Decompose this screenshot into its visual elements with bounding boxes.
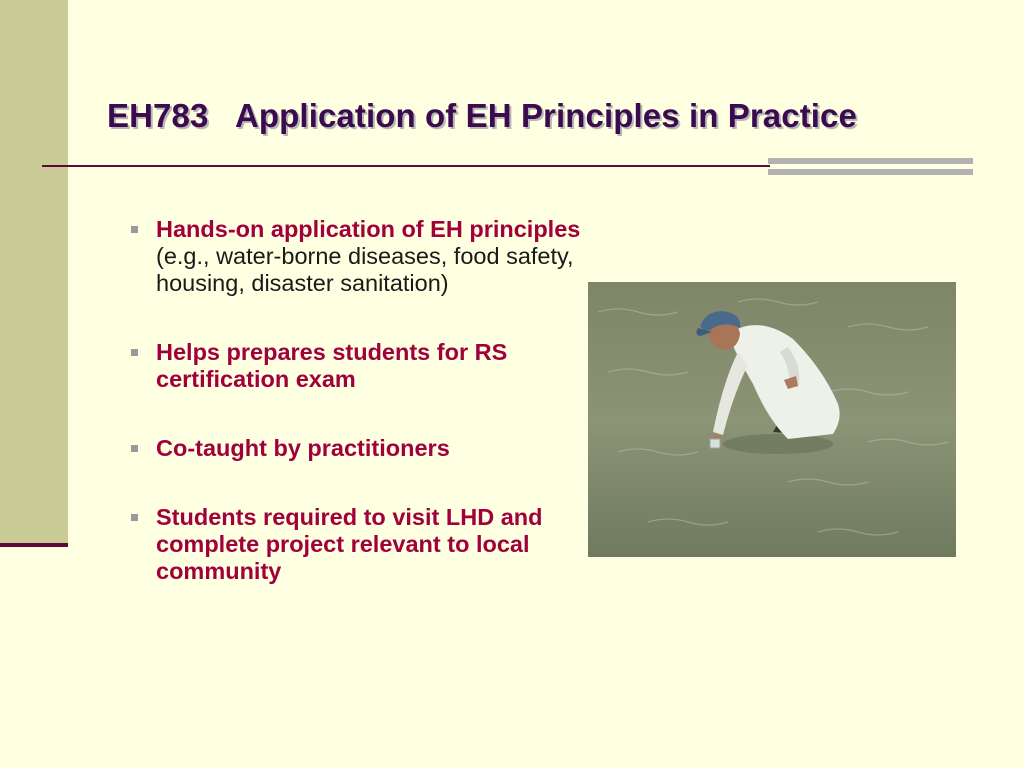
- bullet-bold-text: Students required to visit LHD and complete project relevant to local community: [156, 504, 543, 584]
- left-accent-underline: [0, 543, 68, 547]
- bullet-item: [128, 435, 588, 462]
- decorative-grey-bars: [768, 158, 973, 180]
- bullet-bold-text: Helps prepares students for RS certification exam: [156, 339, 508, 392]
- grey-bar-top: [768, 158, 973, 164]
- title-divider: [42, 165, 770, 167]
- bullet-bold-text: Co-taught by practitioners: [156, 435, 450, 461]
- square-bullet-icon: [131, 514, 138, 521]
- bullet-list: [128, 216, 588, 627]
- bullet-bold-text: Hands-on application of EH principles: [156, 216, 581, 242]
- bullet-item: [128, 216, 588, 297]
- left-accent-bar: [0, 0, 68, 546]
- bullet-plain-text: (e.g., water-borne diseases, food safety, housing, disaster sanitation): [156, 243, 574, 296]
- bullet-item: [128, 504, 588, 585]
- square-bullet-icon: [131, 349, 138, 356]
- slide-title: EH783 Application of EH Principles in Practice: [107, 97, 857, 134]
- square-bullet-icon: [131, 226, 138, 233]
- grey-bar-bottom: [768, 169, 973, 175]
- bullet-item: [128, 339, 588, 393]
- square-bullet-icon: [131, 445, 138, 452]
- person-sampling-water-photo: [588, 282, 956, 557]
